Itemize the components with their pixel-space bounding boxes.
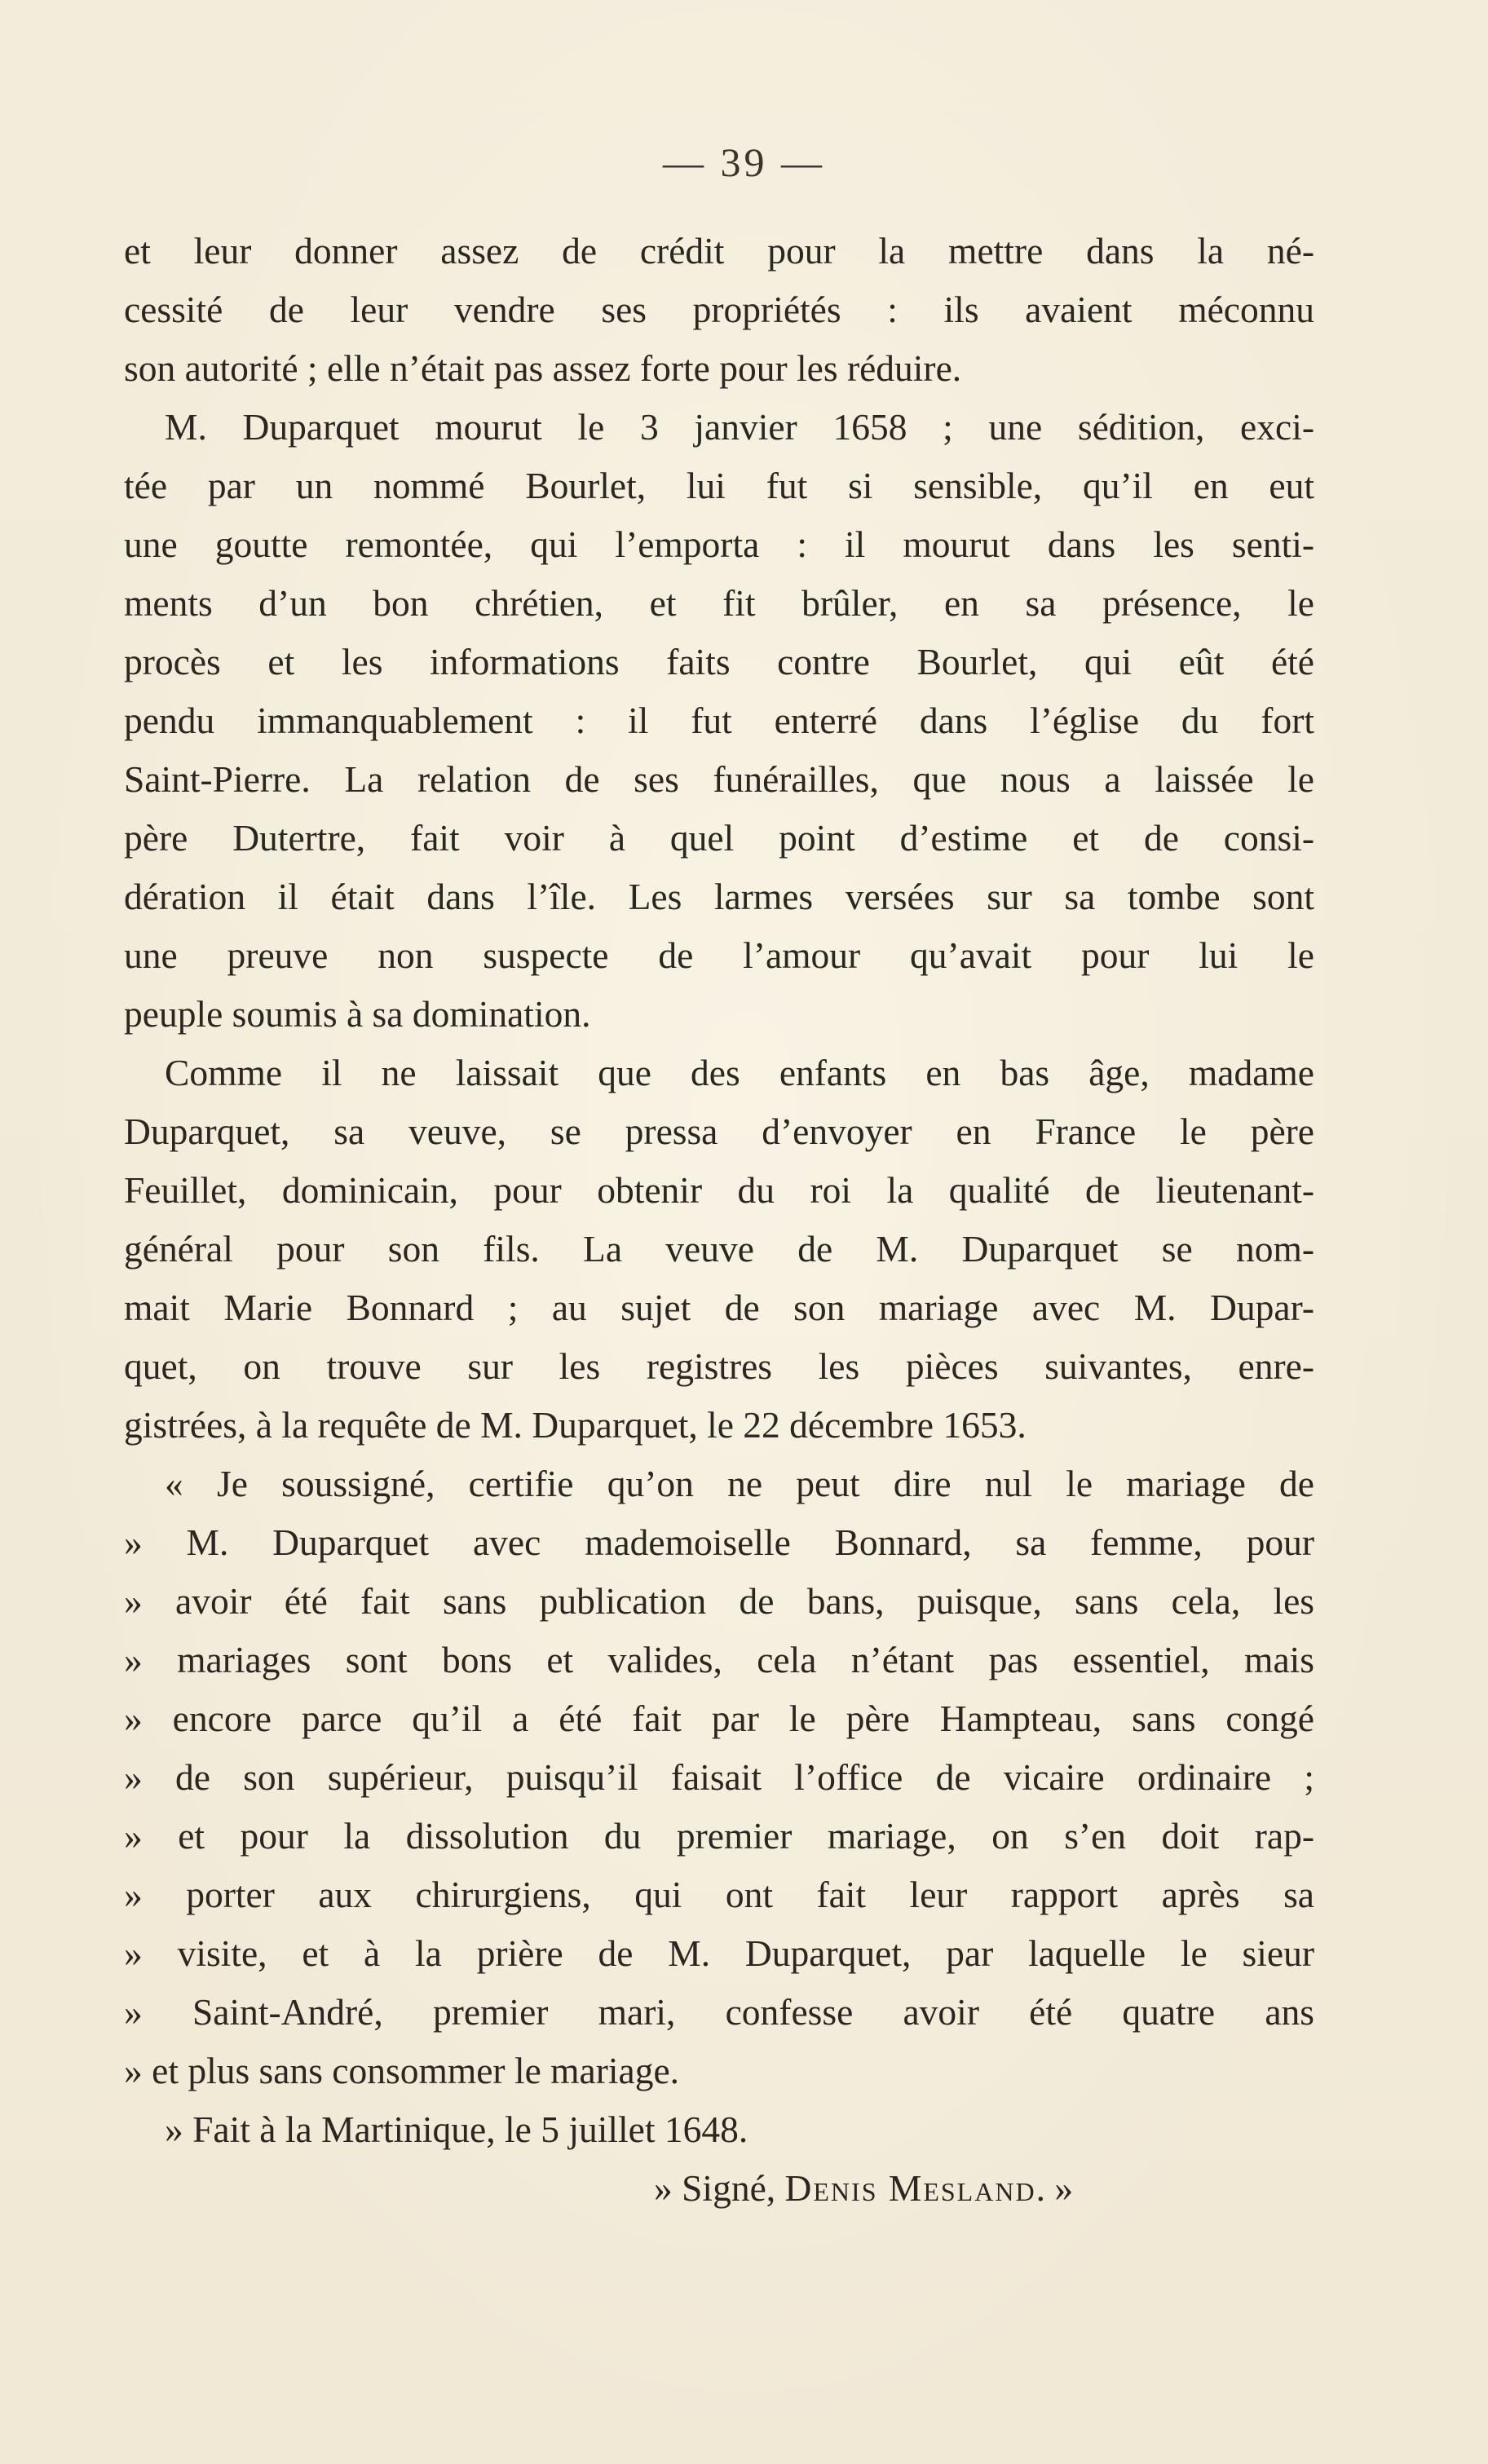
text-line: peuple soumis à sa domination. (124, 993, 591, 1035)
text-line: son autorité ; elle n’était pas assez forte pour les réduire. (124, 347, 962, 389)
text-line: quet, on trouve sur les registres les pièces suivantes, enre- (124, 1345, 1314, 1387)
quote-line: » mariages sont bons et valides, cela n’étant pas essentiel, mais (124, 1639, 1314, 1680)
text-line: dération il était dans l’île. Les larmes versées sur sa tombe sont (124, 876, 1314, 917)
quote-line: » M. Duparquet avec mademoiselle Bonnard, sa femme, pour (124, 1521, 1314, 1563)
quote-line: « Je soussigné, certifie qu’on ne peut dire nul le mariage de (165, 1463, 1314, 1504)
text-line: cessité de leur vendre ses propriétés : ils avaient méconnu (124, 289, 1314, 330)
text-line: pendu immanquablement : il fut enterré dans l’église du fort (124, 700, 1314, 741)
text-line: procès et les informations faits contre Bourlet, qui eût été (124, 641, 1314, 682)
quote-line: » et pour la dissolution du premier mariage, on s’en doit rap- (124, 1815, 1314, 1857)
quote-line: » et plus sans consommer le mariage. (124, 2050, 680, 2091)
signature-prefix: » Signé, (654, 2167, 785, 2209)
text-line: ments d’un bon chrétien, et fit brûler, en sa présence, le (124, 582, 1314, 624)
text-line: une preuve non suspecte de l’amour qu’avait pour lui le (124, 934, 1314, 976)
text-line: Saint-Pierre. La relation de ses funérailles, que nous a laissée le (124, 758, 1314, 800)
text-line: Duparquet, sa veuve, se pressa d’envoyer en France le père (124, 1111, 1314, 1152)
signature-name: Denis Mesland (784, 2167, 1036, 2209)
page-number: — 39 — (663, 139, 825, 185)
quote-line: » Saint-André, premier mari, confesse avoir été quatre ans (124, 1991, 1314, 2033)
text-line: Comme il ne laissait que des enfants en bas âge, madame (165, 1052, 1314, 1093)
signature-suffix: . » (1035, 2167, 1074, 2209)
quote-line: » visite, et à la prière de M. Duparquet, par laquelle le sieur (124, 1932, 1314, 1974)
text-line: Feuillet, dominicain, pour obtenir du roi la qualité de lieutenant- (124, 1169, 1314, 1211)
body-text (124, 222, 1314, 2218)
quote-line: » de son supérieur, puisqu’il faisait l’office de vicaire ordinaire ; (124, 1756, 1314, 1798)
quote-line: » Fait à la Martinique, le 5 juillet 1648. (165, 2109, 748, 2150)
quote-line: » porter aux chirurgiens, qui ont fait leur rapport après sa (124, 1874, 1314, 1915)
text-line: mait Marie Bonnard ; au sujet de son mariage avec M. Dupar- (124, 1287, 1314, 1328)
quote-line: » encore parce qu’il a été fait par le père Hampteau, sans congé (124, 1698, 1314, 1739)
text-line: père Dutertre, fait voir à quel point d’estime et de consi- (124, 817, 1314, 859)
text-line: tée par un nommé Bourlet, lui fut si sensible, qu’il en eut (124, 465, 1314, 506)
text-line: gistrées, à la requête de M. Duparquet, le 22 décembre 1653. (124, 1404, 1027, 1446)
signature-line (124, 2159, 1314, 2218)
text-line: général pour son fils. La veuve de M. Duparquet se nom- (124, 1228, 1314, 1270)
quote-line: » avoir été fait sans publication de bans, puisque, sans cela, les (124, 1580, 1314, 1622)
text-line: M. Duparquet mourut le 3 janvier 1658 ; une sédition, exci- (165, 406, 1314, 448)
text-line: une goutte remontée, qui l’emporta : il mourut dans les senti- (124, 523, 1314, 565)
text-line: et leur donner assez de crédit pour la mettre dans la né- (124, 230, 1314, 272)
